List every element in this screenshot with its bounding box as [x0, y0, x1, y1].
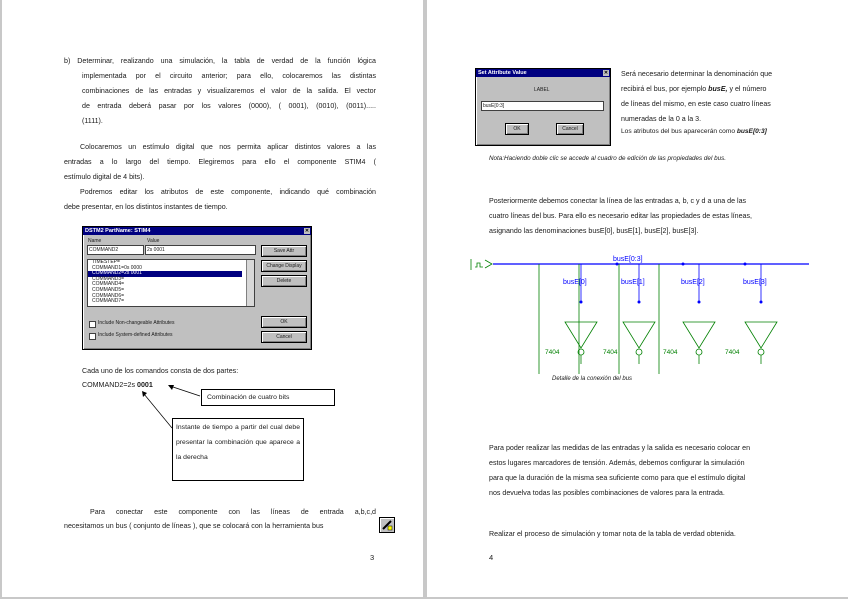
dialog-title: Set Attribute Value: [478, 70, 527, 76]
bus-line-label: busE[2]: [681, 279, 705, 286]
attribute-list[interactable]: [87, 259, 255, 307]
inverter-gate: [745, 322, 777, 348]
cancel-button[interactable]: Cancel: [556, 123, 584, 135]
para-b-line-0: b) Determinar, realizando una simulación, la tabla de verdad de la función lógica: [64, 57, 376, 65]
inverter-bubble: [758, 349, 764, 355]
page-number-left: 3: [370, 553, 375, 562]
bus-junction-dot: [638, 301, 641, 304]
dialog-title: DSTM2 PartName: STIM4: [85, 228, 151, 234]
para-edit-line-0: Podremos editar los atributos de este componente, indicando qué combinación: [80, 188, 376, 196]
side-line-1: [621, 82, 767, 97]
para-measure-line-2: para que la duración de la misma sea suficiente como para que el estímulo digital: [489, 474, 746, 482]
ok-button[interactable]: OK: [261, 316, 307, 328]
command-example-bits: 0001: [137, 381, 153, 389]
gate-label: 7404: [725, 349, 740, 356]
para-connect-line-1: cuatro líneas del bus. Para ello es necesario editar las propiedades de estas líneas,: [489, 212, 753, 220]
right-page: [427, 0, 848, 597]
dialog-titlebar: [476, 69, 610, 77]
para-connect-line-2: asignando las denominaciones busE[0], busE[1], busE[2], busE[3].: [489, 227, 699, 235]
value-label: Value: [147, 238, 160, 244]
side-line-1-text: recibirá el bus, por ejemplo: [621, 85, 709, 93]
command-example: [82, 378, 153, 393]
para-measure-line-0: Para poder realizar las medidas de las entradas y la salida es necesario colocar en: [489, 444, 751, 452]
bus-line-label: busE[0]: [563, 279, 587, 286]
bus-attr-bold: busE[0:3]: [736, 128, 767, 135]
gate-label: 7404: [603, 349, 618, 356]
side-line-3: numeradas de la 0 a la 3.: [621, 115, 702, 123]
para-edit-line-1: debe presentar, en los distintos instantes de tiempo.: [64, 203, 228, 211]
para-stim-line-2: estímulo digital de 4 bits).: [64, 173, 145, 181]
para-final: Realizar el proceso de simulación y tomar nota de la tabla de verdad obtenida.: [489, 530, 736, 538]
gate-label: 7404: [663, 349, 678, 356]
schematic-caption: Detalle de la conexión del bus: [552, 376, 633, 382]
inverter-gate: [623, 322, 655, 348]
gate-label: 7404: [545, 349, 560, 356]
checkbox-nonchangeable-label: Include Non-changeable Attributes: [98, 320, 175, 326]
checkbox-nonchangeable[interactable]: [89, 321, 96, 328]
value-input[interactable]: 2s 0001: [145, 245, 256, 255]
inverter-gate: [565, 322, 597, 348]
bus-junction-dot: [616, 263, 619, 266]
attribute-list-item[interactable]: COMMAND2=2s 0001: [88, 271, 242, 277]
para-b-line-1: implementada por el circuito anterior; para ello, colocaremos las distintas: [82, 72, 376, 80]
name-input[interactable]: COMMAND2: [87, 245, 144, 255]
attribute-list-item[interactable]: COMMAND4=: [92, 281, 125, 288]
note: Nota:Haciendo doble clic se accede al cuadro de edición de las propiedades del bus.: [489, 155, 726, 162]
save-attr-button[interactable]: Save Attr: [261, 245, 307, 257]
side-line-4: [621, 124, 767, 139]
command-example-prefix: COMMAND2=2s: [82, 381, 137, 389]
side-line-4-text: Los atributos del bus aparecerán como: [621, 128, 737, 135]
commands-intro: Cada uno de los comandos consta de dos partes:: [82, 367, 239, 375]
name-label: Name: [88, 238, 102, 244]
bus-junction-dot: [760, 301, 763, 304]
bus-label: busE[0:3]: [613, 256, 643, 263]
bus-name-rest: y el número: [727, 85, 767, 93]
para-bus-line-1: necesitamos un bus ( conjunto de líneas ), que se colocará con la herramienta bus: [64, 522, 324, 530]
change-display-button[interactable]: Change Display: [261, 260, 307, 272]
bus-junction-dot: [580, 301, 583, 304]
bus-junction-dot: [698, 301, 701, 304]
ok-button[interactable]: OK: [505, 123, 529, 135]
label-input[interactable]: busE[0:3]: [481, 101, 604, 111]
checkbox-systemdefined-label: Include System-defined Attributes: [98, 332, 173, 338]
attribute-list-item[interactable]: COMMAND1=0s 0000: [92, 264, 142, 271]
stimulus-symbol: [471, 259, 492, 270]
para-b-line-4: (1111).: [82, 117, 103, 125]
checkbox-systemdefined[interactable]: [89, 333, 96, 340]
callout-time: Instante de tiempo a partir del cual debe presentar la combinación que aparece a la derecha: [172, 418, 304, 481]
left-page: [2, 0, 423, 597]
inverter-gate: [683, 322, 715, 348]
inverter-bubble: [696, 349, 702, 355]
stim-attributes-dialog: [82, 226, 312, 350]
dialog-titlebar: [83, 227, 311, 235]
delete-button[interactable]: Delete: [261, 275, 307, 287]
inverter-bubble: [636, 349, 642, 355]
attribute-list-item[interactable]: COMMAND3=: [92, 275, 125, 282]
bus-line-label: busE[1]: [621, 279, 645, 286]
bus-tool-icon[interactable]: [379, 517, 395, 533]
bus-junction-dot: [682, 263, 685, 266]
close-icon[interactable]: ✕: [603, 70, 609, 76]
bus-tool-glyph: [380, 518, 394, 532]
callout-bits: Combinación de cuatro bits: [201, 389, 335, 406]
para-measure-line-1: estos lugares marcadores de tensión. Además, debemos configurar la simulación: [489, 459, 745, 467]
attribute-list-item[interactable]: COMMAND7=: [92, 298, 125, 305]
bus-junction-dot: [744, 263, 747, 266]
attribute-list-item[interactable]: COMMAND6=: [92, 292, 125, 299]
para-connect-line-0: Posteriormente debemos conectar la línea de las entradas a, b, c y d a una de las: [489, 197, 747, 205]
bus-line-label: busE[3]: [743, 279, 767, 286]
para-stim-line-0: Colocaremos un estímulo digital que nos permita aplicar distintos valores a las: [80, 143, 376, 151]
bus-name-bold: busE,: [708, 85, 728, 93]
side-line-0: Será necesario determinar la denominación que: [621, 70, 773, 78]
cancel-button[interactable]: Cancel: [261, 331, 307, 343]
side-line-2: de líneas del mismo, en este caso cuatro líneas: [621, 100, 771, 108]
list-scrollbar[interactable]: [246, 260, 254, 306]
para-b-line-2: combinaciones de las entradas y visualizaremos el valor de la salida. El vector: [82, 87, 376, 95]
attribute-list-item[interactable]: TIMESTEP=: [92, 259, 120, 265]
bus-schematic: [427, 248, 848, 388]
close-icon[interactable]: ✕: [304, 228, 310, 234]
para-bus-line-0: Para conectar este componente con las líneas de entrada a,b,c,d: [90, 508, 376, 516]
label-caption: LABEL: [534, 87, 550, 93]
para-measure-line-3: nos devuelva todas las posibles combinaciones de valores para la entrada.: [489, 489, 725, 497]
set-attribute-dialog: [475, 68, 611, 146]
page-number-right: 4: [489, 553, 494, 562]
para-stim-line-1: entradas a lo largo del tiempo. Elegiremos para ello el componente STIM4 (: [64, 158, 376, 166]
para-b-line-3: de entrada deberá pasar por los valores (0000), ( 0001), (0010), (0011).....: [82, 102, 376, 110]
attribute-list-item[interactable]: COMMAND5=: [92, 286, 125, 293]
